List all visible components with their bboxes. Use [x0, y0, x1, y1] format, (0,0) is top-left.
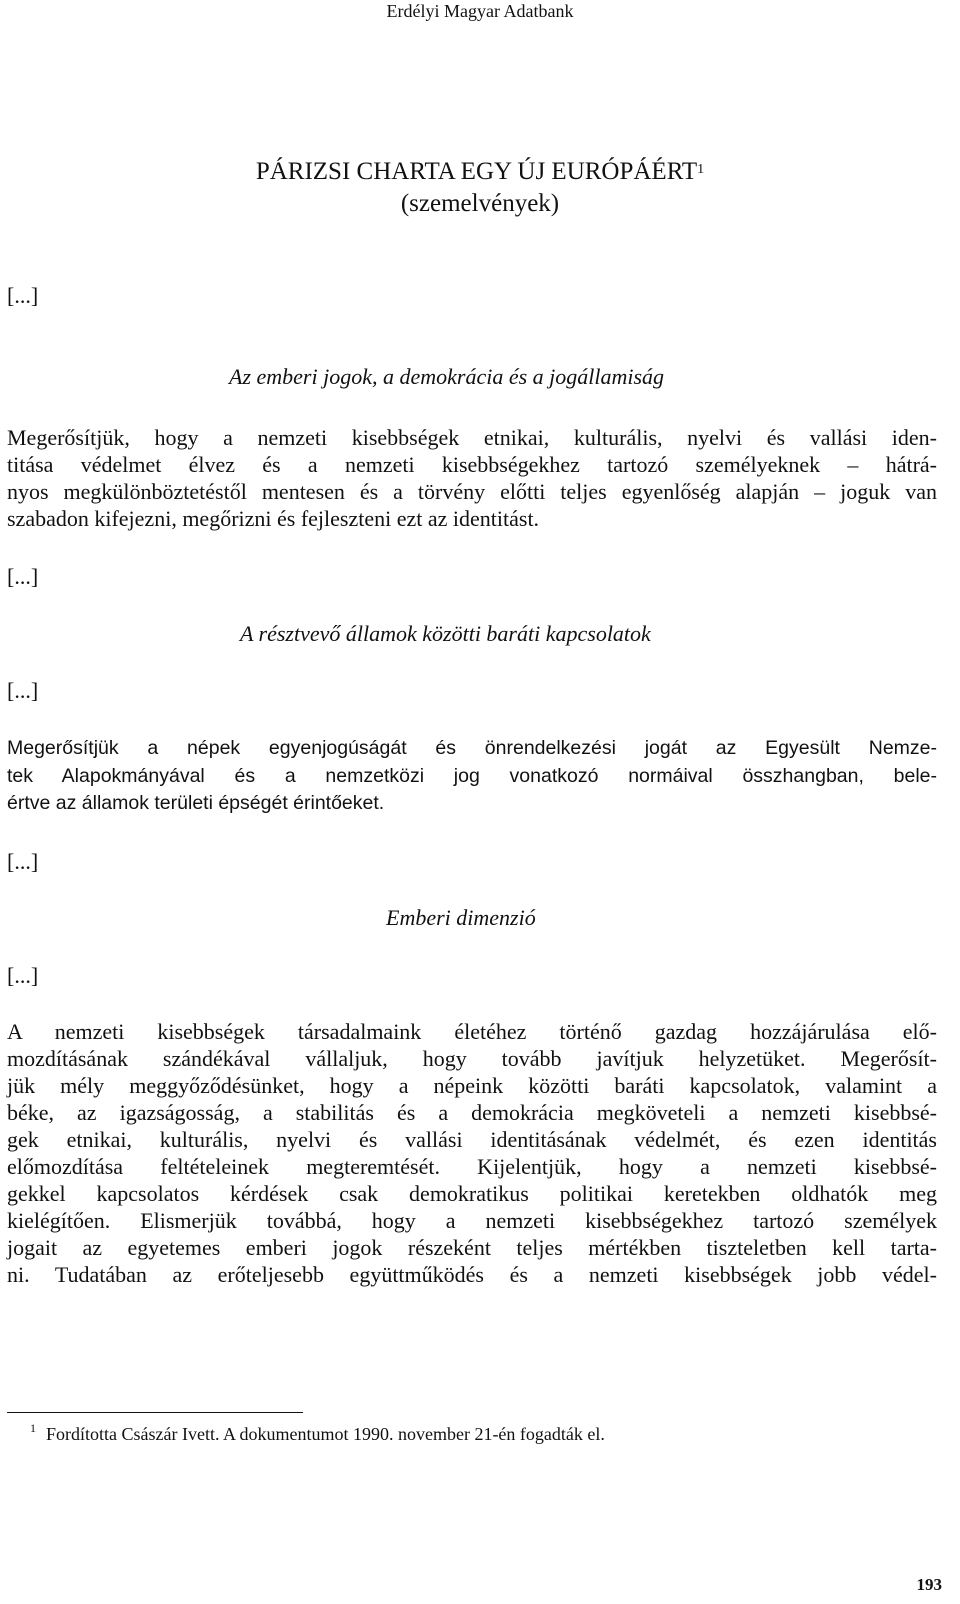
paragraph-line: kielégítően. Elismerjük továbbá, hogy a nemzeti kisebbségekhez tartozó személyek — [7, 1208, 937, 1233]
paragraph-minority-identity — [7, 424, 937, 532]
paragraph-line: jük mély meggyőződésünket, hogy a népeink közötti baráti kapcsolatok, valamint a — [7, 1073, 937, 1098]
paragraph-line: ni. Tudatában az erőteljesebb együttműködés és a nemzeti kisebbségek jobb védel- — [7, 1262, 937, 1287]
section-heading-friendly-relations: A résztvevő államok közötti baráti kapcsolatok — [240, 621, 651, 646]
paragraph-line: előmozdítása feltételeinek megteremtését. Kijelentjük, hogy a nemzeti kisebbsé- — [7, 1154, 937, 1179]
omission-marker: [...] — [7, 963, 39, 988]
paragraph-line: Megerősítjük a népek egyenjogúságát és önrendelkezési jogát az Egyesült Nemze- — [7, 737, 937, 759]
omission-marker: [...] — [7, 849, 39, 874]
running-header: Erdélyi Magyar Adatbank — [386, 1, 574, 21]
section-heading-human-dimension: Emberi dimenzió — [386, 905, 536, 930]
document-subtitle: (szemelvények) — [400, 190, 560, 217]
paragraph-line: értve az államok területi épségét érintőeket. — [7, 792, 385, 814]
paragraph-human-dimension — [7, 1018, 937, 1288]
paragraph-line: gekkel kapcsolatos kérdések csak demokratikus politikai keretekben oldhatók meg — [7, 1181, 937, 1206]
paragraph-line: A nemzeti kisebbségek társadalmaink életéhez történő gazdag hozzájárulása elő- — [7, 1019, 937, 1044]
paragraph-line: gek etnikai, kulturális, nyelvi és vallási identitásának védelmét, és ezen identitás — [7, 1127, 937, 1152]
footnote-divider — [7, 1412, 303, 1413]
paragraph-line: Megerősítjük, hogy a nemzeti kisebbségek etnikai, kulturális, nyelvi és vallási iden- — [7, 425, 937, 450]
paragraph-line: béke, az igazságosság, a stabilitás és a demokrácia megköveteli a nemzeti kisebbsé- — [7, 1100, 937, 1125]
footnote — [30, 1423, 605, 1447]
paragraph-line: titása védelmet élvez és a nemzeti kisebbségekhez tartozó személyeknek – hátrá- — [7, 452, 937, 477]
omission-marker: [...] — [7, 678, 39, 703]
paragraph-line: jogait az egyetemes emberi jogok részeként teljes mértékben tiszteletben kell tarta- — [7, 1235, 937, 1260]
omission-marker: [...] — [7, 564, 39, 589]
paragraph-line: mozdításának szándékával vállaljuk, hogy tovább javítjuk helyzetüket. Megerősít- — [7, 1046, 937, 1071]
document-title-text: PÁRIZSI CHARTA EGY ÚJ EURÓPÁÉRT — [255, 158, 698, 185]
document-title — [0, 156, 960, 188]
footnote-text: Fordította Császár Ivett. A dokumentumot 1990. november 21-én fogadták el. — [46, 1424, 605, 1444]
paragraph-line: tek Alapokmányával és a nemzetközi jog vonatkozó normáival összhangban, bele- — [7, 764, 937, 787]
section-heading-human-rights: Az emberi jogok, a demokrácia és a jogállamiság — [229, 364, 665, 389]
paragraph-line: nyos megkülönböztetéstől mentesen és a törvény előtti teljes egyenlőség alapján – joguk van — [7, 479, 937, 504]
omission-marker: [...] — [7, 283, 39, 308]
paragraph-line: szabadon kifejezni, megőrizni és fejleszteni ezt az identitást. — [7, 506, 540, 531]
paragraph-self-determination — [7, 735, 937, 818]
footnote-mark: 1 — [30, 1421, 36, 1435]
page-number: 193 — [916, 1575, 942, 1594]
footnote-reference: 1 — [697, 162, 705, 177]
